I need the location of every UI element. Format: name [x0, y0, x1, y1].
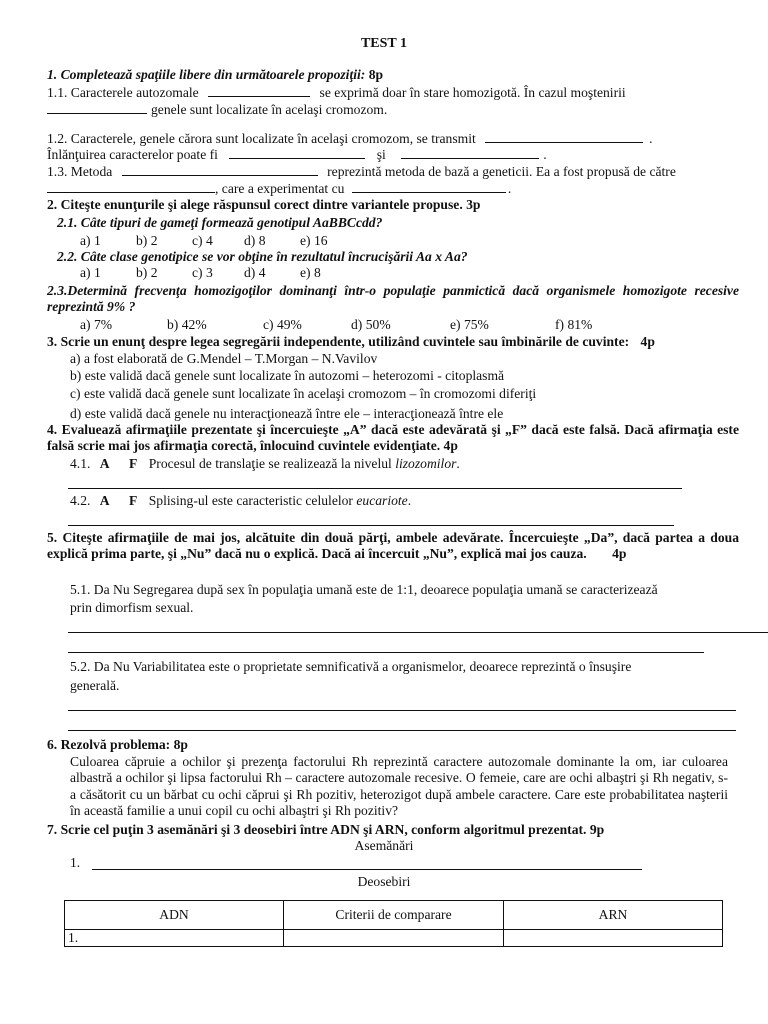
q5-points: 4p [612, 546, 627, 562]
option[interactable]: e) 75% [450, 317, 489, 332]
blank-1[interactable] [208, 84, 310, 97]
option[interactable]: a) 7% [80, 317, 113, 332]
q1-2-text-c: Înlănţuirea caracterelor poate fi [47, 147, 218, 162]
q1-line6 [47, 180, 511, 197]
comparison-table [64, 900, 723, 947]
q1-2-text-a: 1.2. Caracterele, genele cărora sunt localizate în acelaşi cromozom, se transmit [47, 131, 476, 146]
q2-3-question: 2.3.Determină frecvenţa homozigoţilor dominanţi într-o populaţie panmictică dacă organismele homozigote recesive reprezintă 9% ? [47, 283, 739, 315]
q1-3-text-a: 1.3. Metoda [47, 164, 113, 179]
table-cell-criteria[interactable] [284, 930, 504, 947]
q3-points: 4p [640, 334, 655, 349]
q5-heading [47, 530, 739, 563]
blank-6[interactable] [122, 163, 318, 176]
table-header-criteria: Criterii de comparare [284, 901, 504, 930]
q5-2-line-a: 5.2. Da Nu Variabilitatea este o proprietate semnificativă a organismelor, deoarece reprezintă o însuşire [70, 659, 632, 674]
q1-3-text-b: reprezintă metoda de bază a geneticii. Ea a fost propusă de către [327, 164, 676, 179]
q1-2-text-d: şi [376, 147, 386, 162]
q4-heading: 4. Evaluează afirmaţiile prezentate şi încercuieşte „A” dacă este adevărată şi „F” dacă este falsă. Dacă afirmaţia este falsă scrie mai jos afirmaţia corectă, înlocuind cuvintele evidenţiate. 4p [47, 422, 739, 454]
option[interactable]: d) 4 [244, 265, 266, 280]
q1-line3 [47, 130, 653, 147]
similarities-label: Asemănări [354, 838, 414, 853]
q3-item-b: b) este validă dacă genele sunt localizate în autozomi – heterozomi - citoplasmă [70, 368, 505, 383]
q2-3-options [80, 317, 592, 333]
answer-line-4-1[interactable] [68, 488, 682, 489]
q1-line4 [47, 146, 547, 163]
q2-2-options [80, 265, 321, 281]
similarity-answer-line[interactable] [92, 869, 642, 870]
q1-1-text-a: 1.1. Caracterele autozomale [47, 85, 199, 100]
blank-4[interactable] [229, 146, 365, 159]
q2-2-question: 2.2. Câte clase genotipice se vor obţine în rezultatul încrucişării Aa x Aa? [57, 249, 468, 264]
q1-line5 [47, 163, 676, 180]
blank-8[interactable] [352, 180, 506, 193]
table-cell-arn[interactable] [504, 930, 723, 947]
option[interactable]: c) 4 [192, 233, 213, 248]
q4-1-line [70, 456, 460, 472]
q2-heading: 2. Citeşte enunţurile şi alege răspunsul corect dintre variantele propuse. 3p [47, 197, 481, 212]
q1-3-text-d: . [507, 181, 512, 196]
q1-points: 8p [365, 67, 384, 82]
option[interactable]: b) 2 [136, 233, 158, 248]
option[interactable]: a) 1 [80, 233, 101, 248]
q5-1-line-b: prin dimorfism sexual. [70, 600, 194, 615]
q3-heading-text: 3. Scrie un enunţ despre legea segregării independente, utilizând cuvintele sau îmbinările de cuvinte: [47, 334, 630, 349]
q3-item-a: a) a fost elaborată de G.Mendel – T.Morgan – N.Vavilov [70, 351, 378, 366]
option[interactable]: b) 42% [167, 317, 207, 332]
option[interactable]: d) 50% [351, 317, 391, 332]
q4-1-number: 4.1. [70, 456, 91, 471]
q2-1-options [80, 233, 328, 249]
q4-2-statement: Splising-ul este caracteristic celulelor [148, 493, 353, 508]
q2-1-question: 2.1. Câte tipuri de gameţi formează genotipul AaBBCcdd? [57, 215, 383, 230]
answer-line-5-2b[interactable] [68, 730, 736, 731]
table-header-adn: ADN [65, 901, 284, 930]
option[interactable]: d) 8 [244, 233, 266, 248]
q1-line2 [47, 101, 387, 118]
false-option-4-2[interactable]: F [129, 493, 138, 508]
answer-line-5-1b[interactable] [68, 652, 704, 653]
similarity-item-number: 1. [70, 855, 81, 870]
q5-heading-text: 5. Citeşte afirmaţiile de mai jos, alcătuite din două părţi, ambele adevărate. Încercuieşte „Da”, dacă partea a doua explică prima parte, şi „Nu” dacă nu o explică. Dacă ai încercuit „Nu”, explică mai jos cauza. [47, 530, 739, 562]
q1-2-text-e: . [543, 147, 547, 162]
answer-line-5-1a[interactable] [68, 632, 768, 633]
blank-5[interactable] [401, 146, 539, 159]
true-option-4-2[interactable]: A [99, 493, 110, 508]
q3-item-d: d) este validă dacă genele nu interacţionează între ele – interacţionează între ele [70, 406, 504, 421]
q4-1-highlighted-word: lizozomilor [395, 456, 457, 471]
option[interactable]: e) 16 [300, 233, 328, 248]
option[interactable]: c) 3 [192, 265, 213, 280]
q4-2-line [70, 493, 411, 509]
q6-problem-text: Culoarea căpruie a ochilor şi prezenţa factorului Rh reprezintă caractere autozomale dominante la om, iar culoarea albastră a ochilor şi lipsa factorului Rh – caractere autozomale recesive. O femeie, care are ochi albaştri şi Rh negativ, s-a căsătorit cu un bărbat cu ochi căprui şi Rh pozitiv, heterozigot după ambele caractere. Care este probabilitatea naşterii în această familie a unui copil cu ochi albaştri şi Rh pozitiv? [70, 754, 728, 818]
q4-1-period: . [456, 456, 460, 471]
table-header-arn: ARN [504, 901, 723, 930]
q1-2-text-b: . [649, 131, 653, 146]
q6-heading: 6. Rezolvă problema: 8p [47, 737, 188, 752]
table-row [65, 930, 723, 947]
differences-label: Deosebiri [357, 874, 411, 889]
q5-1-line-a: 5.1. Da Nu Segregarea după sex în populaţia umană este de 1:1, deoarece populaţia umană se caracterizează [70, 582, 658, 597]
table-cell-adn[interactable]: 1. [65, 930, 284, 947]
q4-1-statement: Procesul de translaţie se realizează la nivelul [148, 456, 392, 471]
option[interactable]: a) 1 [80, 265, 101, 280]
q1-heading [47, 67, 383, 83]
q4-2-period: . [407, 493, 412, 508]
option[interactable]: e) 8 [300, 265, 321, 280]
q7-heading: 7. Scrie cel puţin 3 asemănări şi 3 deosebiri între ADN şi ARN, conform algoritmul prezentat. 9p [47, 822, 605, 837]
answer-line-5-2a[interactable] [68, 710, 736, 711]
q3-item-c: c) este validă dacă genele sunt localizate în acelaşi cromozom – în cromozomi diferiţi [70, 386, 537, 401]
q1-line1 [47, 84, 626, 101]
blank-7[interactable] [47, 180, 215, 193]
page-title: TEST 1 [360, 36, 408, 51]
q1-heading-text: 1. Completează spaţiile libere din următoarele propoziţii: [47, 67, 366, 82]
q5-2-line-b: generală. [70, 678, 120, 693]
false-option-4-1[interactable]: F [129, 456, 138, 471]
q1-1-text-b: se exprimă doar în stare homozigotă. În cazul moştenirii [319, 85, 626, 100]
q3-heading [47, 334, 655, 350]
true-option-4-1[interactable]: A [99, 456, 110, 471]
q1-3-text-c: , care a experimentat cu [215, 181, 345, 196]
q4-2-number: 4.2. [70, 493, 91, 508]
option[interactable]: f) 81% [555, 317, 593, 332]
answer-line-4-2[interactable] [68, 525, 674, 526]
blank-2[interactable] [47, 101, 147, 114]
option[interactable]: c) 49% [263, 317, 302, 332]
q1-1-text-c: genele sunt localizate în acelaşi cromozom. [151, 102, 388, 117]
blank-3[interactable] [485, 130, 643, 143]
option[interactable]: b) 2 [136, 265, 158, 280]
q4-2-highlighted-word: eucariote [356, 493, 408, 508]
